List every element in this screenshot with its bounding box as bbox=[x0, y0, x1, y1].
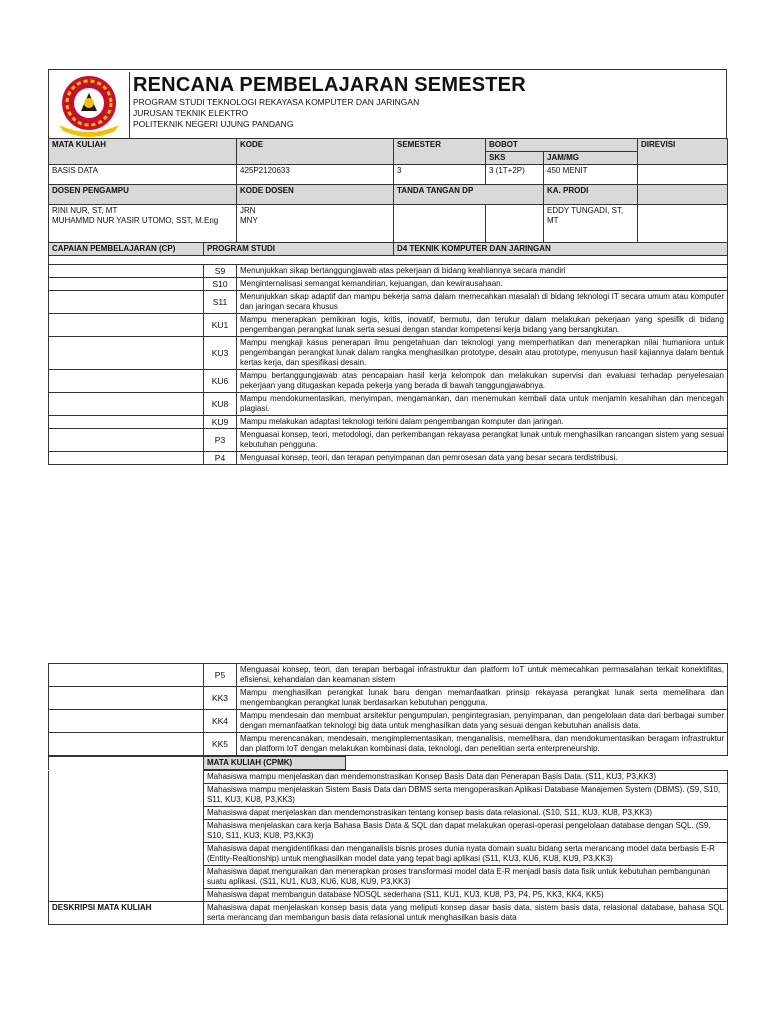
cp-description: Mampu melakukan adaptasi teknologi terkini dalam pengembangan komputer dan jaringan. bbox=[237, 415, 728, 428]
blank-header bbox=[638, 185, 728, 205]
kode-dosen-values bbox=[237, 205, 394, 243]
cpmk-item: Mahasiswa dapat menguraikan dan menerapkan proses transformasi model data E-R menjadi basis data fisik untuk kebutuhan pembangunan suatu aplikasi. (S11, KU1, KU3, KU6, KU8, KU9, P3,KK3) bbox=[204, 866, 728, 889]
cp-row-blank bbox=[49, 290, 204, 313]
rps-table-page2 bbox=[48, 663, 727, 925]
cp-row-blank bbox=[49, 277, 204, 290]
header-text-block bbox=[129, 72, 526, 138]
cp-code: KU8 bbox=[204, 392, 237, 415]
cp-row-blank bbox=[49, 451, 204, 464]
cp-description: Mampu menghasilkan perangkat lunak baru dengan memanfaatkan prinsip rekayasa perangkat lunak serta memelihara dan mengembangkan perangkat lunak berdasarkan kebutuhan pengguna. bbox=[237, 687, 728, 710]
cp-description: Menguasai konsep, teori, dan terapan berbagai infrastruktur dan platform IoT untuk memecahkan permasalahan terkait konektifitas, efisiensi, kehandalan dan keamanan sistem bbox=[237, 664, 728, 687]
cp-code: P5 bbox=[204, 664, 237, 687]
cpmk-row-blank bbox=[49, 866, 204, 889]
cpmk-item: Mahasiswa mampu menjelaskan Sistem Basis Data dan DBMS serta mengoperasikan Aplikasi Database Manajemen System (DBMS). (S9, S10, S11, KU3, KU8, P3,KK3) bbox=[204, 784, 728, 807]
kode-dosen-2: MNY bbox=[240, 216, 258, 225]
direvisi-value bbox=[638, 165, 728, 185]
cp-row bbox=[49, 415, 728, 428]
cp-description: Mampu merencanakan, mendesain, mengimplementasikan, menganalisis, memelihara, dan mendokumentasikan beragam infrastruktur dan platform IoT dengan melakukan kombinasi data, teknologi, dan penelitian serta enterpreneurship. bbox=[237, 733, 728, 756]
cpmk-item: Mahasiswa dapat membangun database NOSQL sederhana (S11, KU1, KU3, KU8, P3, P4, P5, KK3, KK4, KK5) bbox=[204, 889, 728, 902]
cp-row bbox=[49, 392, 728, 415]
cp-row bbox=[49, 710, 728, 733]
cpmk-row-blank bbox=[49, 843, 204, 866]
kode-dosen-header: KODE DOSEN bbox=[237, 185, 394, 205]
semester-value: 3 bbox=[394, 165, 486, 185]
mata-kuliah-value: BASIS DATA bbox=[49, 165, 237, 185]
cpmk-item: Mahasiswa dapat mengidentifikasi dan menganalisis bisnis proses dunia nyata domain suatu bidang serta merancang model data berbasis E-R (Entity-Realtionship) untuk menghasilkan model data yang tepat bagi aplikasi (S11, KU3, KU6, KU8, KU9, P3,KK3) bbox=[204, 843, 728, 866]
rps-table-page1 bbox=[48, 138, 727, 465]
ttd-header: TANDA TANGAN DP bbox=[394, 185, 544, 205]
cp-row-blank bbox=[49, 415, 204, 428]
prodi-header: PROGRAM STUDI bbox=[204, 243, 394, 256]
cp-table-page2 bbox=[48, 663, 728, 756]
jam-header: JAM/MG bbox=[544, 152, 638, 165]
cpmk-row-blank bbox=[49, 771, 204, 784]
cp-row bbox=[49, 451, 728, 464]
cpmk-table bbox=[48, 756, 728, 770]
cp-description: Mampu mendesain dan membuat arsitektur pengumpulan, pengintegrasian, penyimpanan, dan pengelolaan data dari berbagai sumber dengan memanfaatkan teknologi big data untuk menghasilkan data yang sesuai dengan kebutuhan analisis data. bbox=[237, 710, 728, 733]
cp-description: Menunjukkan sikap adaptif dan mampu bekerja sama dalam memecahkan masalah di bidang teknologi IT secara umum atau komputer dan jaringan secara khusus bbox=[237, 290, 728, 313]
cpmk-header-spacer bbox=[346, 757, 728, 770]
cp-row-blank bbox=[49, 733, 204, 756]
cp-description: Menguasai konsep, teori, dan terapan penyimpanan dan pemrosesan data yang besar secara terdistribusi. bbox=[237, 451, 728, 464]
deskripsi-header: DESKRIPSI MATA KULIAH bbox=[49, 902, 204, 925]
cp-header: CAPAIAN PEMBELAJARAN (CP) bbox=[49, 243, 204, 256]
cp-code: P3 bbox=[204, 428, 237, 451]
cpmk-row-blank bbox=[49, 820, 204, 843]
document-header bbox=[48, 69, 727, 139]
cp-description: Mampu mengkaji kasus penerapan ilmu pengetahuan dan teknologi yang memperhatikan dan menerapkan nilai humaniora untuk pengembangan perangkat lunak dalam rangka menghasilkan prototype, desain atau prototype, menyusun hasil kajiannya dalam bentuk kertas kerja, dan spesifikasi desain. bbox=[237, 336, 728, 369]
cpmk-row bbox=[49, 889, 728, 902]
cpmk-row-blank bbox=[49, 807, 204, 820]
kode-dosen-1: JRN bbox=[240, 206, 256, 215]
cpmk-row bbox=[49, 820, 728, 843]
cp-row-blank bbox=[49, 264, 204, 277]
cp-code: KU3 bbox=[204, 336, 237, 369]
cpmk-row-blank bbox=[49, 784, 204, 807]
cp-code: S11 bbox=[204, 290, 237, 313]
cp-row bbox=[49, 733, 728, 756]
cpmk-row-blank bbox=[49, 889, 204, 902]
cp-row-blank bbox=[49, 428, 204, 451]
cp-code: KU9 bbox=[204, 415, 237, 428]
cp-description: Mampu menerapkan pemikiran logis, kritis, inovatif, bermutu, dan terukur dalam melakukan pekerjaan yang spesifik di bidang pengembangan perangkat lunak serta sesuai dengan standar kompetensi kerja bidang yang bersangkutan. bbox=[237, 313, 728, 336]
cp-code: KK5 bbox=[204, 733, 237, 756]
cp-description: Mampu mendokumentasikan, menyimpan, mengamankan, dan menemukan kembali data untuk menjamin kesahihan dan mencegah plagiasi. bbox=[237, 392, 728, 415]
direvisi-header: DIREVISI bbox=[638, 139, 728, 165]
cp-spacer bbox=[49, 256, 728, 264]
document-title: RENCANA PEMBELAJARAN SEMESTER bbox=[133, 74, 526, 96]
jam-value: 450 MENIT bbox=[544, 165, 638, 185]
cp-code: KU6 bbox=[204, 369, 237, 392]
mata-kuliah-header: MATA KULIAH bbox=[49, 139, 237, 165]
kode-value: 425P2120633 bbox=[237, 165, 394, 185]
dosen-header: DOSEN PENGAMPU bbox=[49, 185, 237, 205]
cp-description: Menginternalisasi semangat kemandirian, kejuangan, dan kewirausahaan. bbox=[237, 277, 728, 290]
cp-code: S9 bbox=[204, 264, 237, 277]
cp-row bbox=[49, 277, 728, 290]
cp-row bbox=[49, 687, 728, 710]
polytechnic-logo-icon bbox=[53, 73, 125, 137]
dosen-1: RINI NUR, ST, MT bbox=[52, 206, 118, 215]
cp-row bbox=[49, 369, 728, 392]
cpmk-item: Mahasiswa menjelaskan cara kerja Bahasa Basis Data & SQL dan dapat melakukan operasi-operasi pengelolaan database dengan SQL. (S9, S10, S11, KU3, KU8, P3,KK3) bbox=[204, 820, 728, 843]
cpmk-row bbox=[49, 784, 728, 807]
ttd-cell-1 bbox=[394, 205, 486, 243]
cp-row-blank bbox=[49, 710, 204, 733]
cp-code: KU1 bbox=[204, 313, 237, 336]
kaprodi-header: KA. PRODI bbox=[544, 185, 638, 205]
sks-value: 3 (1T+2P) bbox=[486, 165, 544, 185]
cp-description: Menunjukkan sikap bertanggungjawab atas pekerjaan di bidang keahliannya secara mandiri bbox=[237, 264, 728, 277]
dosen-names bbox=[49, 205, 237, 243]
cpmk-left-blank bbox=[49, 757, 204, 770]
cpmk-item: Mahasiswa dapat menjelaskan dan mendemonstrasikan tentang konsep basis data relasional. (S10, S11, KU3, KU8, P3,KK3) bbox=[204, 807, 728, 820]
blank-cell bbox=[638, 205, 728, 243]
cp-row bbox=[49, 428, 728, 451]
cpmk-header: MATA KULIAH (CPMK) bbox=[204, 757, 346, 770]
cp-table-page1 bbox=[48, 264, 728, 465]
kode-header: KODE bbox=[237, 139, 394, 165]
cp-row-blank bbox=[49, 664, 204, 687]
cp-row bbox=[49, 290, 728, 313]
bobot-header: BOBOT bbox=[486, 139, 638, 152]
cp-row bbox=[49, 664, 728, 687]
cp-row-blank bbox=[49, 313, 204, 336]
ttd-cell-2 bbox=[486, 205, 544, 243]
cp-row-blank bbox=[49, 687, 204, 710]
cp-code: S10 bbox=[204, 277, 237, 290]
cpmk-row bbox=[49, 771, 728, 784]
cp-row-blank bbox=[49, 369, 204, 392]
cpmk-row bbox=[49, 807, 728, 820]
cp-code: KK4 bbox=[204, 710, 237, 733]
dosen-2: MUHAMMD NUR YASIR UTOMO, SST, M.Eng bbox=[52, 216, 219, 225]
cpmk-row bbox=[49, 843, 728, 866]
cpmk-row bbox=[49, 866, 728, 889]
cp-code: KK3 bbox=[204, 687, 237, 710]
cpmk-items-table bbox=[48, 770, 728, 925]
cp-row bbox=[49, 264, 728, 277]
sks-header: SKS bbox=[486, 152, 544, 165]
cp-description: Mampu bertanggungjawab atas pencapaian hasil kerja kelompok dan melakukan supervisi dan evaluasi terhadap penyelesaian pekerjaan yang ditugaskan kepada pekerja yang berada di bawah tanggungjawabnya. bbox=[237, 369, 728, 392]
header-line-jurusan: JURUSAN TEKNIK ELEKTRO bbox=[133, 108, 249, 118]
kaprodi-value: EDDY TUNGADI, ST, MT bbox=[544, 205, 638, 243]
cp-row bbox=[49, 336, 728, 369]
cp-description: Menguasai konsep, teori, metodologi, dan perkembangan rekayasa perangkat lunak untuk menghasilkan rancangan sistem yang sesuai kebutuhan pengguna. bbox=[237, 428, 728, 451]
header-line-politeknik: POLITEKNIK NEGERI UJUNG PANDANG bbox=[133, 119, 294, 129]
prodi-value: D4 TEKNIK KOMPUTER DAN JARINGAN bbox=[394, 243, 728, 256]
semester-header: SEMESTER bbox=[394, 139, 486, 165]
deskripsi-text: Mahasiswa dapat menjelaskan konsep basis data yang meliputi konsep dasar basis data, sistem basis data, relasional database, bahasa SQL serta merancang dan membangun basis data relasional untuk menghasilkan basis data bbox=[204, 902, 728, 925]
cp-row bbox=[49, 313, 728, 336]
cp-row-blank bbox=[49, 336, 204, 369]
cp-row-blank bbox=[49, 392, 204, 415]
cpmk-item: Mahasiswa mampu menjelaskan dan mendemonstrasikan Konsep Basis Data dan Penerapan Basis Data. (S11, KU3, P3,KK3) bbox=[204, 771, 728, 784]
header-line-prodi: PROGRAM STUDI TEKNOLOGI REKAYASA KOMPUTER DAN JARINGAN bbox=[133, 97, 420, 107]
cp-code: P4 bbox=[204, 451, 237, 464]
